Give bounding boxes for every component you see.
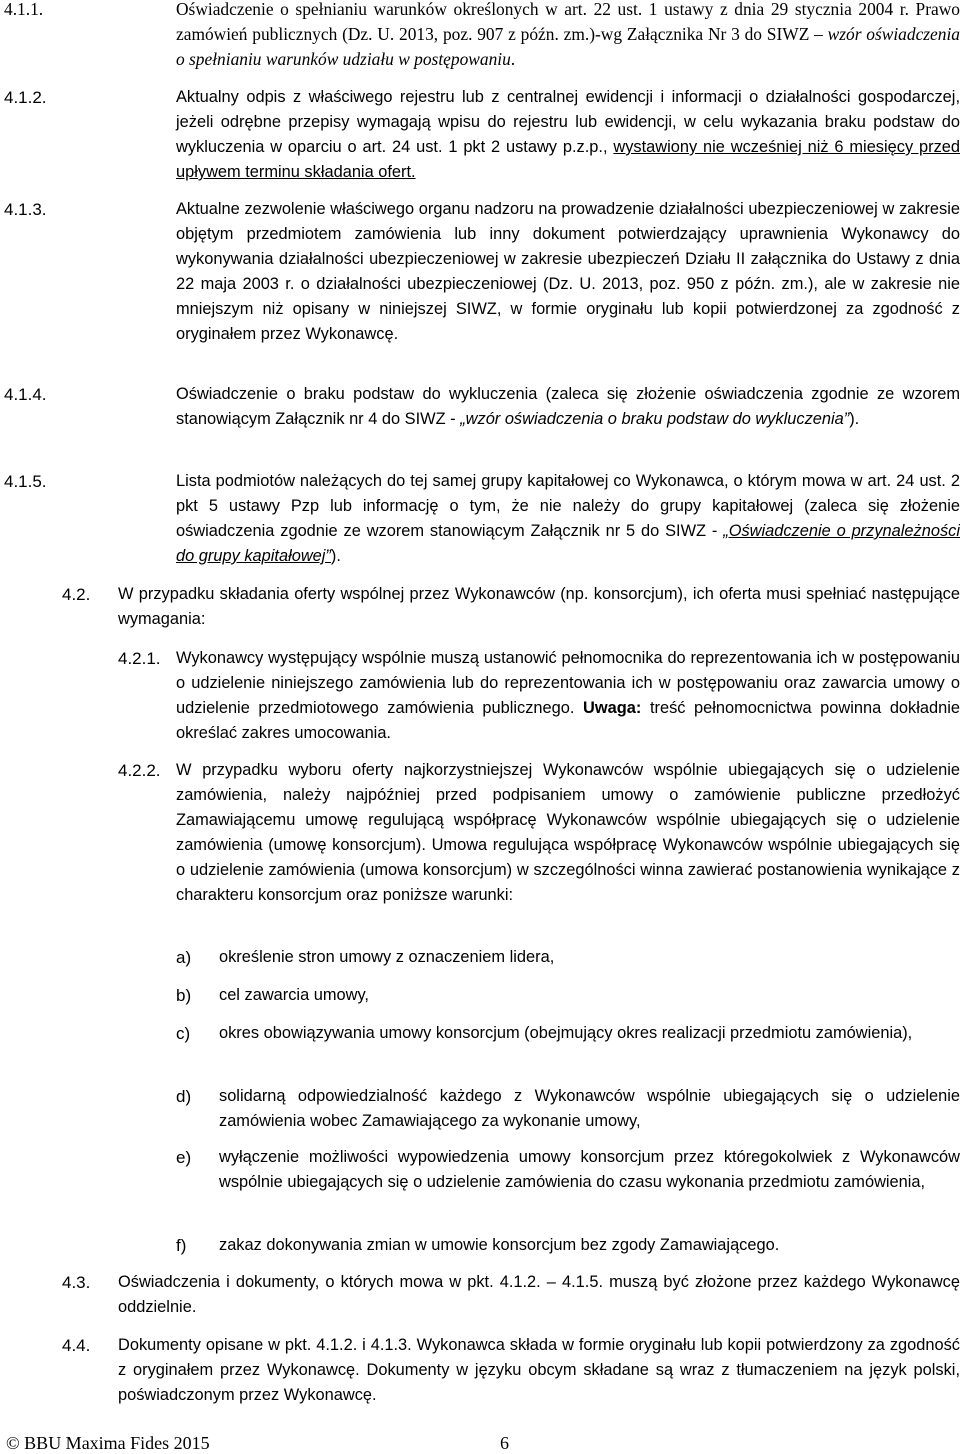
section-4-2 [62, 582, 960, 632]
list-text: określenie stron umowy z oznaczeniem lidera, [219, 948, 555, 966]
list-marker: d) [176, 1087, 192, 1106]
template-reference: wzór oświadczenia o spełnianiu warunków udziału w postępowaniu [176, 24, 960, 69]
warning-label: Uwaga: [583, 699, 642, 717]
section-4-2-1 [118, 646, 960, 746]
section-number: 4.1.2. [4, 88, 47, 107]
section-number: 4.1.5. [4, 472, 47, 491]
list-item-b [176, 983, 960, 1008]
list-item-e [176, 1145, 960, 1195]
list-text: wyłączenie możliwości wypowiedzenia umowy konsorcjum przez któregokolwiek z Wykonawców wspólnie ubiegających się o udzielenie zamówienia do czasu wykonania przedmiotu zamówienia, [219, 1148, 960, 1191]
list-marker: c) [176, 1024, 191, 1043]
page-footer [6, 1432, 509, 1454]
list-item-f [176, 1233, 960, 1258]
section-4-1-2 [4, 85, 960, 185]
list-marker: f) [176, 1236, 187, 1255]
template-reference: „wzór oświadczenia o braku podstaw do wykluczenia” [460, 410, 850, 428]
section-4-3 [62, 1270, 960, 1320]
section-4-4 [62, 1333, 960, 1408]
list-item-a [176, 945, 960, 970]
list-text: cel zawarcia umowy, [219, 986, 369, 1004]
section-4-1-3 [4, 197, 960, 347]
list-item-d [176, 1084, 960, 1134]
list-marker: e) [176, 1148, 192, 1167]
template-reference: „Oświadczenie o przynależności do grupy kapitałowej” [176, 522, 960, 565]
section-text: Dokumenty opisane w pkt. 4.1.2. i 4.1.3. Wykonawca składa w formie oryginału lub kopii potwierdzony za zgodność z oryginałem przez Wykonawcę. Dokumenty w języku obcym składane są wraz z tłumaczeniem na język polski, poświadczonym przez Wykonawcę. [118, 1336, 960, 1404]
section-text: Oświadczenia i dokumenty, o których mowa w pkt. 4.1.2. – 4.1.5. muszą być złożone przez każdego Wykonawcę oddzielnie. [118, 1273, 960, 1316]
section-text: Wykonawcy występujący wspólnie muszą ustanowić pełnomocnika do reprezentowania ich w postępowaniu o udzielenie niniejszego zamówienia lub do reprezentowania ich w postępowaniu oraz zawarcia umowy o udzielenie przedmiotowego zamówienia publicznego. Uwaga: treść pełnomocnictwa powinna dokładnie określać zakres umocowania. [176, 649, 960, 742]
section-4-1-5 [4, 469, 960, 569]
section-text: W przypadku wyboru oferty najkorzystniejszej Wykonawców wspólnie ubiegających się o udzielenie zamówienia, należy najpóźniej przed podpisaniem umowy o zamówienie publiczne przedłożyć Zamawiającemu umowę regulującą współpracę Wykonawców wspólnie ubiegających się o udzielenie zamówienia (umowę konsorcjum). Umowa regulująca współpracę Wykonawców wspólnie ubiegających się o udzielenie zamówienia (umowa konsorcjum) w szczególności winna zawierać postanowienia wynikające z charakteru konsorcjum oraz poniższe warunki: [176, 761, 960, 904]
section-4-1-1 [4, 0, 960, 72]
underlined-validity-note: wystawiony nie wcześniej niż 6 miesięcy przed upływem terminu składania ofert. [176, 138, 960, 181]
list-marker: a) [176, 948, 192, 967]
section-number: 4.2. [62, 585, 91, 604]
section-number: 4.2.2. [118, 761, 161, 780]
section-text: Oświadczenie o braku podstaw do wykluczenia (zaleca się złożenie oświadczenia zgodnie ze wzorem stanowiącym Załącznik nr 4 do SIWZ - „wzór oświadczenia o braku podstaw do wykluczenia”). [176, 385, 960, 428]
section-text: Lista podmiotów należących do tej samej grupy kapitałowej co Wykonawca, o którym mowa w art. 24 ust. 2 pkt 5 ustawy Pzp lub informację o tym, że nie należy do grupy kapitałowej (zaleca się złożenie oświadczenia zgodnie ze wzorem stanowiącym Załącznik nr 5 do SIWZ - „Oświadczenie o przynależności do grupy kapitałowej”). [176, 472, 960, 565]
section-text: Oświadczenie o spełnianiu warunków określonych w art. 22 ust. 1 ustawy z dnia 29 stycznia 2004 r. Prawo zamówień publicznych (Dz. U. 2013, poz. 907 z późn. zm.)-wg Załącznika Nr 3 do SIWZ – wzór oświadczenia o spełnianiu warunków udziału w postępowaniu. [176, 0, 960, 69]
section-text: Aktualny odpis z właściwego rejestru lub z centralnej ewidencji i informacji o działalności gospodarczej, jeżeli odrębne przepisy wymagają wpisu do rejestru lub ewidencji, w celu wykazania braku podstaw do wykluczenia w oparciu o art. 24 ust. 1 pkt 2 ustawy p.z.p., wystawiony nie wcześniej niż 6 miesięcy przed upływem terminu składania ofert. [176, 88, 960, 181]
list-text: solidarną odpowiedzialność każdego z Wykonawców wspólnie ubiegających się o udzielenie zamówienia wobec Zamawiającego za wykonanie umowy, [219, 1087, 960, 1130]
section-number: 4.1.4. [4, 385, 47, 404]
list-marker: b) [176, 986, 192, 1005]
section-4-1-4 [4, 382, 960, 432]
list-item-c [176, 1021, 960, 1046]
section-number: 4.2.1. [118, 649, 161, 668]
page-number: 6 [500, 1433, 509, 1453]
list-text: zakaz dokonywania zmian w umowie konsorcjum bez zgody Zamawiającego. [219, 1236, 780, 1254]
section-number: 4.4. [62, 1336, 91, 1355]
section-4-2-2 [118, 758, 960, 908]
section-text: Aktualne zezwolenie właściwego organu nadzoru na prowadzenie działalności ubezpieczeniowej w zakresie objętym przedmiotem zamówienia lub inny dokument potwierdzający uprawnienia Wykonawcy do wykonywania działalności ubezpieczeniowej w zakresie ubezpieczeń Działu II załącznika do Ustawy z dnia 22 maja 2003 r. o działalności ubezpieczeniowej (Dz. U. 2013, poz. 950 z późn. zm.), ale w zakresie nie mniejszym niż opisany w niniejszej SIWZ, w formie oryginału lub kopii potwierdzonej za zgodność z oryginałem przez Wykonawcę. [176, 200, 960, 343]
section-number: 4.1.3. [4, 200, 47, 219]
footer-copyright: © BBU Maxima Fides 2015 [6, 1433, 210, 1453]
list-text: okres obowiązywania umowy konsorcjum (obejmujący okres realizacji przedmiotu zamówienia), [219, 1024, 913, 1042]
section-number: 4.3. [62, 1273, 91, 1292]
section-text: W przypadku składania oferty wspólnej przez Wykonawców (np. konsorcjum), ich oferta musi spełniać następujące wymagania: [118, 585, 960, 628]
section-number: 4.1.1. [4, 0, 44, 19]
